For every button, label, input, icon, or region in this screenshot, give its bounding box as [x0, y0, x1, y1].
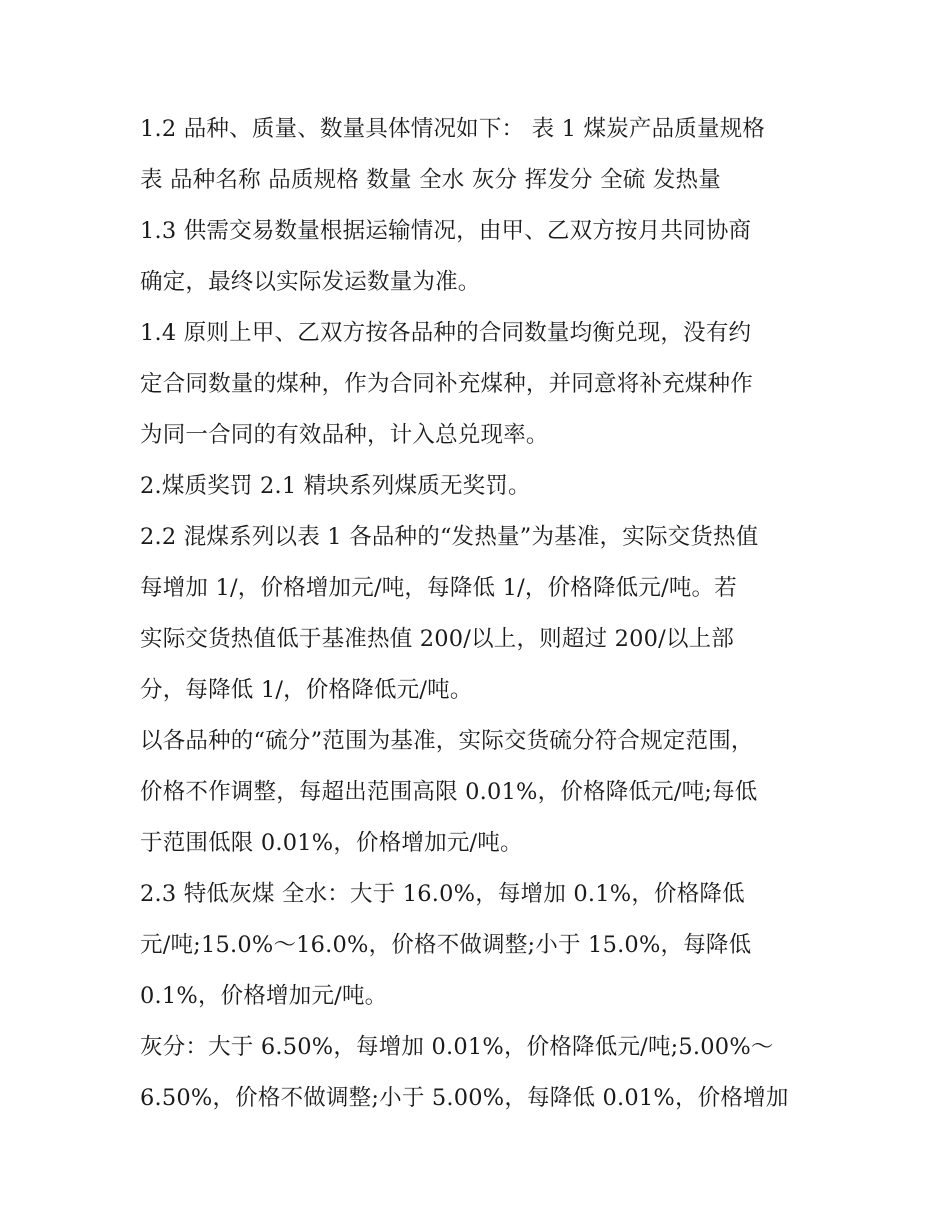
document-body [140, 104, 820, 1124]
text-line: 表 品种名称 品质规格 数量 全水 灰分 挥发分 全硫 发热量 [140, 167, 721, 193]
text-line: 6.50%，价格不做调整;小于 5.00%，每降低 0.01%，价格增加 [140, 1085, 789, 1111]
text-line: 2.煤质奖罚 2.1 精块系列煤质无奖罚。 [140, 473, 531, 499]
text-line: 元/吨;15.0%～16.0%，价格不做调整;小于 15.0%，每降低 [140, 932, 752, 958]
text-line: 1.4 原则上甲、乙双方按各品种的合同数量均衡兑现，没有约 [140, 320, 752, 346]
text-line: 以各品种的“硫分”范围为基准，实际交货硫分符合规定范围， [140, 728, 754, 754]
text-line: 实际交货热值低于基准热值 200/以上，则超过 200/以上部 [140, 626, 735, 652]
text-line: 确定，最终以实际发运数量为准。 [140, 269, 481, 295]
text-line: 1.3 供需交易数量根据运输情况，由甲、乙双方按月共同协商 [140, 218, 752, 244]
text-line: 每增加 1/，价格增加元/吨，每降低 1/，价格降低元/吨。若 [140, 575, 737, 601]
text-line: 定合同数量的煤种，作为合同补充煤种，并同意将补充煤种作 [140, 371, 753, 397]
text-line: 为同一合同的有效品种，计入总兑现率。 [140, 422, 549, 448]
text-line: 0.1%，价格增加元/吨。 [140, 983, 388, 1009]
text-line: 1.2 品种、质量、数量具体情况如下： 表 1 煤炭产品质量规格 [140, 116, 766, 142]
text-line: 2.3 特低灰煤 全水：大于 16.0%，每增加 0.1%，价格降低 [140, 881, 745, 907]
text-line: 价格不作调整，每超出范围高限 0.01%，价格降低元/吨;每低 [140, 779, 758, 805]
text-line: 2.2 混煤系列以表 1 各品种的“发热量”为基准，实际交货热值 [140, 524, 759, 550]
text-line: 分，每降低 1/，价格降低元/吨。 [140, 677, 473, 703]
text-line: 灰分：大于 6.50%，每增加 0.01%，价格降低元/吨;5.00%～ [140, 1034, 774, 1060]
text-line: 于范围低限 0.01%，价格增加元/吨。 [140, 830, 523, 856]
